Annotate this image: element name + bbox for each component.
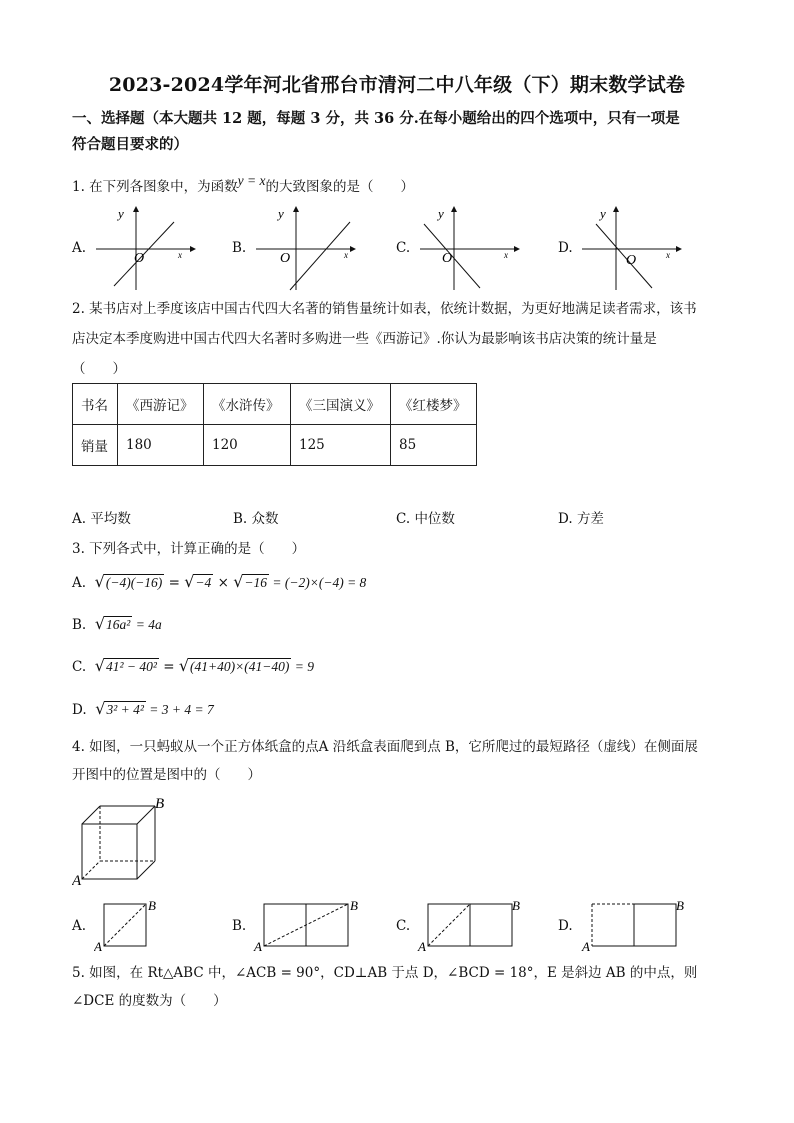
question-1-option-c-label[interactable]: C.	[396, 240, 411, 256]
question-3-option-b[interactable]: B. √16a² = 4a	[72, 614, 162, 633]
section-heading	[72, 106, 732, 158]
table-cell: 180	[118, 425, 204, 466]
net-d-point-b: B	[676, 898, 684, 913]
section-heading-line2: 符合题目要求的）	[72, 136, 188, 153]
graph-c-x: x	[504, 250, 508, 260]
question-1-option-d-label[interactable]: D.	[558, 240, 573, 256]
question-4-stem	[72, 734, 732, 788]
question-4-option-c-label[interactable]: C.	[396, 918, 411, 934]
option-text: 方差	[576, 511, 604, 527]
table-cell: 《三国演义》	[291, 384, 391, 425]
graph-b-x: x	[344, 250, 348, 260]
math-text: = 9	[291, 659, 314, 674]
radicand: 16a²	[106, 617, 131, 632]
graph-b[interactable]	[250, 204, 360, 294]
cube-figure	[72, 794, 182, 886]
question-1-stem	[72, 174, 732, 200]
question-1-prefix: 1. 在下列各图象中，为函数	[72, 179, 238, 195]
net-c-point-b: B	[512, 898, 520, 913]
question-1-graphs	[72, 204, 732, 296]
question-2-option-a[interactable]	[72, 507, 131, 527]
net-d-point-a: A	[582, 939, 590, 952]
graph-a-x: x	[178, 250, 182, 260]
math-text: = 4a	[132, 617, 162, 632]
question-3-option-d[interactable]: D. √3² + 4² = 3 + 4 = 7	[72, 699, 214, 718]
graph-a-origin: O	[134, 251, 145, 266]
graph-d[interactable]	[576, 204, 686, 294]
radicand: −16	[244, 575, 268, 590]
table-cell: 85	[391, 425, 477, 466]
cube-point-a: A	[72, 873, 82, 886]
question-4-options	[72, 896, 732, 952]
net-c[interactable]	[416, 896, 528, 952]
graph-c-origin: O	[442, 251, 453, 266]
table-cell: 《西游记》	[118, 384, 204, 425]
question-5-line1: 5. 如图，在 Rt△ABC 中，∠ACB = 90°，CD⊥AB 于点 D，∠BCD = 18°，E 是斜边 AB 的中点，则	[72, 965, 698, 981]
net-a[interactable]	[94, 896, 164, 952]
question-1-option-a-label[interactable]: A.	[72, 240, 87, 256]
net-b-point-a: A	[254, 939, 262, 952]
graph-d-x: x	[666, 250, 670, 260]
question-2-option-c[interactable]	[396, 507, 455, 527]
question-3-stem: 3. 下列各式中，计算正确的是（ ）	[72, 541, 306, 557]
table-cell: 120	[204, 425, 291, 466]
question-2-line3: （ ）	[72, 361, 126, 377]
table-cell: 销量	[73, 425, 118, 466]
graph-a[interactable]	[90, 204, 200, 294]
graph-d-origin: O	[626, 253, 637, 268]
question-5-line2: ∠DCE 的度数为（ ）	[72, 993, 227, 1009]
table-row	[73, 384, 477, 425]
graph-b-y: y	[278, 206, 284, 221]
option-label: B.	[233, 511, 248, 527]
option-label: B.	[72, 617, 87, 633]
table-cell: 《水浒传》	[204, 384, 291, 425]
question-5-stem	[72, 960, 732, 1014]
option-label: A.	[72, 511, 87, 527]
graph-c-y: y	[438, 206, 444, 221]
question-1-function: y = x	[237, 173, 266, 188]
net-d[interactable]	[580, 896, 692, 952]
option-label: D.	[72, 702, 87, 718]
option-label: A.	[72, 575, 87, 591]
math-text: ×	[213, 575, 234, 591]
math-text: =	[164, 575, 185, 591]
net-b[interactable]	[252, 896, 364, 952]
option-text: 中位数	[414, 511, 455, 527]
question-2-option-b[interactable]	[233, 507, 279, 527]
sales-table	[72, 383, 477, 466]
question-4-line2: 开图中的位置是图中的（ ）	[72, 767, 261, 783]
option-label: C.	[72, 659, 87, 675]
graph-c[interactable]	[414, 204, 524, 294]
radicand: (41+40)×(41−40)	[190, 659, 290, 674]
question-4-option-a-label[interactable]: A.	[72, 918, 87, 934]
graph-a-y: y	[118, 206, 124, 221]
question-2-option-d[interactable]	[558, 507, 604, 527]
radicand: 41² − 40²	[105, 659, 157, 674]
question-1-option-b-label[interactable]: B.	[232, 240, 247, 256]
question-3-option-a[interactable]: A. √(−4)(−16) = √−4 × √−16 = (−2)×(−4) = 8	[72, 572, 367, 591]
net-b-point-b: B	[350, 898, 358, 913]
radicand: −4	[195, 575, 212, 590]
math-text: = (−2)×(−4) = 8	[269, 575, 367, 590]
net-c-point-a: A	[418, 939, 426, 952]
math-text: = 3 + 4 = 7	[145, 702, 214, 717]
net-a-point-b: B	[148, 898, 156, 913]
graph-b-origin: O	[280, 251, 291, 266]
math-text: =	[158, 659, 179, 675]
radicand: 3² + 4²	[106, 702, 144, 717]
question-1-suffix: 的大致图象的是（ ）	[265, 179, 415, 195]
question-2-stem	[72, 296, 732, 382]
question-2-line2: 店决定本季度购进中国古代四大名著时多购进一些《西游记》.你认为最影响该书店决策的统计量是	[72, 331, 657, 347]
radicand: (−4)(−16)	[105, 575, 163, 590]
net-a-point-a: A	[94, 939, 102, 952]
graph-d-y: y	[600, 206, 606, 221]
section-heading-line1: 一、选择题（本大题共 12 题，每题 3 分，共 36 分.在每小题给出的四个选项中，只有一项是	[72, 110, 680, 127]
option-text: 平均数	[90, 511, 131, 527]
table-row	[73, 425, 477, 466]
question-2-line1: 2. 某书店对上季度该店中国古代四大名著的销售量统计如表，依统计数据，为更好地满足读者需求，该书	[72, 301, 697, 317]
question-4-option-b-label[interactable]: B.	[232, 918, 247, 934]
table-cell: 125	[291, 425, 391, 466]
option-text: 众数	[251, 511, 279, 527]
question-4-option-d-label[interactable]: D.	[558, 918, 573, 934]
question-3-option-c[interactable]: C. √41² − 40² = √(41+40)×(41−40) = 9	[72, 656, 314, 675]
option-label: D.	[558, 511, 573, 527]
page-title: 2023-2024学年河北省邢台市清河二中八年级（下）期末数学试卷	[108, 74, 686, 96]
option-label: C.	[396, 511, 411, 527]
table-cell: 书名	[73, 384, 118, 425]
question-4-line1: 4. 如图，一只蚂蚁从一个正方体纸盒的点A 沿纸盒表面爬到点 B，它所爬过的最短路径（虚线）在侧面展	[72, 739, 698, 755]
cube-point-b: B	[155, 796, 165, 812]
table-cell: 《红楼梦》	[391, 384, 477, 425]
